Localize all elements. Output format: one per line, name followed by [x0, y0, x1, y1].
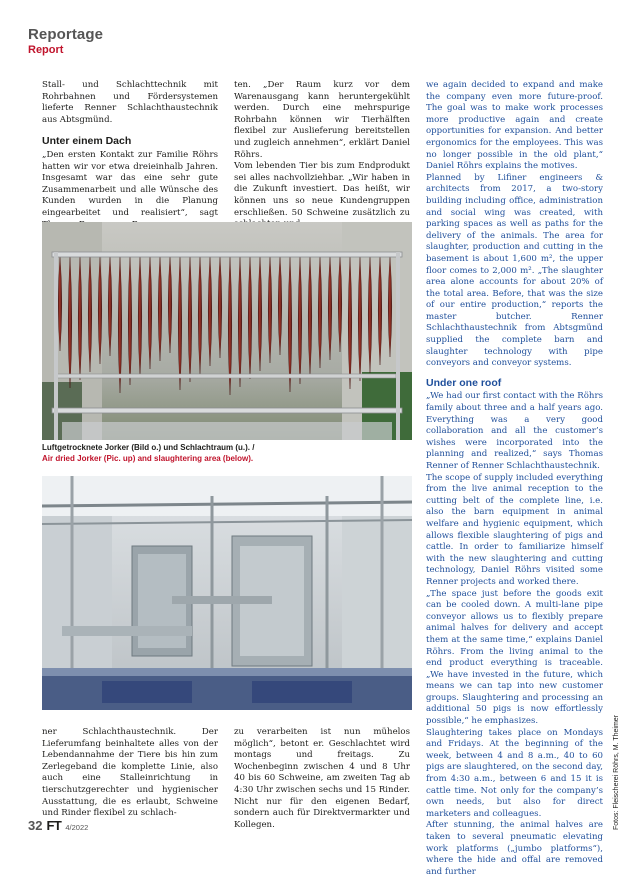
german-column-2-bottom: [234, 727, 410, 831]
paragraph: „We had our first contact with the Röhrs family about three and a half years ago. Everything was a very good collaboration and all the customer’s wishes were incorporated into the planning and realized,“ says Thomas Renner of Renner Schlachthaustechnik.: [426, 391, 603, 471]
page-footer: [28, 818, 88, 833]
caption-english: Air dried Jorker (Pic. up) and slaughtering area (below).: [42, 453, 254, 463]
paragraph: we again decided to expand and make the company even more future-proof. The goal was to make work processes more productive again and create opportunities for expansion. And better ergonomics for the employees. This was no longer possible in the old plant,“ Daniel Röhrs explains the motives.: [426, 80, 603, 172]
page-number: 32: [28, 818, 43, 833]
german-column-1-bottom: [42, 727, 218, 820]
section-title: Reportage: [28, 26, 104, 43]
photo-caption: [42, 443, 412, 464]
paragraph: Slaughtering takes place on Mondays and Fridays. At the beginning of the week, between 4 and 8 a.m., 40 to 60 pigs are slaughtered, on the second day, from 4:30 a.m., between 6 and 15 it is cattle time. Not only for the company’s own needs, but also for direct marketers and colleagues.: [426, 727, 603, 819]
paragraph: Planned by Lifiner engineers & architects from 2017, a two-story building including office, administration and social wing was created, with parking spaces as well as paths for the delivery of the animals. The area for slaughter, production and cutting in the basement is about 1,600 m², the upper floor comes to 2,000 m². „The slaughter area alone accounts for about 20% of the total area. Before, that was the size of our entire production,“ reports the master butcher. Renner Schlachthaustechnik from Abtsgmünd supplied the complete barn and slaughter technology with pipe conveyors and conveyor systems.: [426, 172, 603, 369]
sausage-photo: [42, 222, 412, 440]
german-column-2-top: [234, 80, 410, 231]
paragraph: After stunning, the animal halves are taken to several pneumatic elevating work platforms („jumbo platforms“), where the hide and offal are removed and further: [426, 820, 603, 877]
paragraph: ten. „Der Raum kurz vor dem Warenausgang kann heruntergekühlt werden. Durch eine mehrspurige Rohrbahn können wir Tierhälften flexibel zur Auslieferung bereitstellen und zugleich annehmen“, erklärt Daniel Röhrs.: [234, 80, 410, 160]
subheading: Unter einem Dach: [42, 135, 132, 148]
paragraph: ner Schlachthaustechnik. Der Lieferumfang beinhaltete alles von der Lebendannahme der Tiere bis hin zum Zerlegeband die komplette Linie, also auch eine Stalleinrichtung in tierschutzgerechter und hygienischer Ausstattung, die es erlaubt, Schweine und Rinder flexibel zu schlach-: [42, 727, 218, 819]
slaughtering-area-photo: [42, 476, 412, 710]
paragraph: Stall- und Schlachttechnik mit Rohrbahnen und Fördersystemen lieferte Renner Schlachthaustechnik aus Abtsgmünd.: [42, 80, 218, 125]
paragraph: The scope of supply included everything from the live animal reception to the cutting belt of the complete line, i.e. also the barn equipment in animal welfare and hygienic equipment, which allows flexible slaughtering of pigs and cattle. In order to familiarize himself with the new slaughtering and cutting technology, Daniel Röhrs visited some Renner projects and worked there.: [426, 472, 603, 587]
paragraph: „The space just before the goods exit can be cooled down. A multi-lane pipe conveyor allows us to flexibly prepare animal halves for delivery and accept them at the same time,“ explains Daniel Röhrs. From the living animal to the end product everything is traceable. „We have invested in the future, which means we can tap into new customer groups. Slaughtering and processing an additional 50 pigs is now effortlessly possible,“ he emphasizes.: [426, 588, 603, 727]
paragraph: Vom lebenden Tier bis zum Endprodukt sei alles nachvollziehbar. „Wir haben in die Zukunft investiert. Das heißt, wir können uns so neue Kundengruppen erschließen. 50 Schweine zusätzlich zu: [234, 161, 410, 218]
subheading: Under one roof: [426, 376, 502, 389]
magazine-logo: FT: [46, 818, 62, 833]
paragraph: zu verarbeiten ist nun mühelos möglich“, betont er. Geschlachtet wird montags und freitags. Zu Wochenbeginn zwischen 4 und 8 Uhr 40 bis 60 Schweine, am zweiten Tag ab 4:30 Uhr zwischen sechs und 15 Rinder. Nicht nur für den eigenen Bedarf, sondern auch für Direktvermarkter und Kollegen.: [234, 727, 410, 830]
paragraph: „Den ersten Kontakt zur Familie Röhrs hatten wir vor etwa dreieinhalb Jahren. Insgesamt war das eine sehr gute Zusammenarbeit und alle Wünsche des Kunden wurden in die Planung eingearbeitet und realisiert“, sagt: [42, 149, 218, 218]
section-subtitle: Report: [28, 44, 64, 56]
photo-credit: Fotos: Fleischerei Röhrs, M. Theimer: [613, 714, 620, 830]
caption-german: Luftgetrocknete Jorker (Bild o.) und Schlachtraum (u.). /: [42, 443, 255, 452]
german-column-1-top: [42, 80, 218, 231]
issue-number: 4/2022: [65, 823, 89, 832]
english-column: [426, 80, 603, 878]
